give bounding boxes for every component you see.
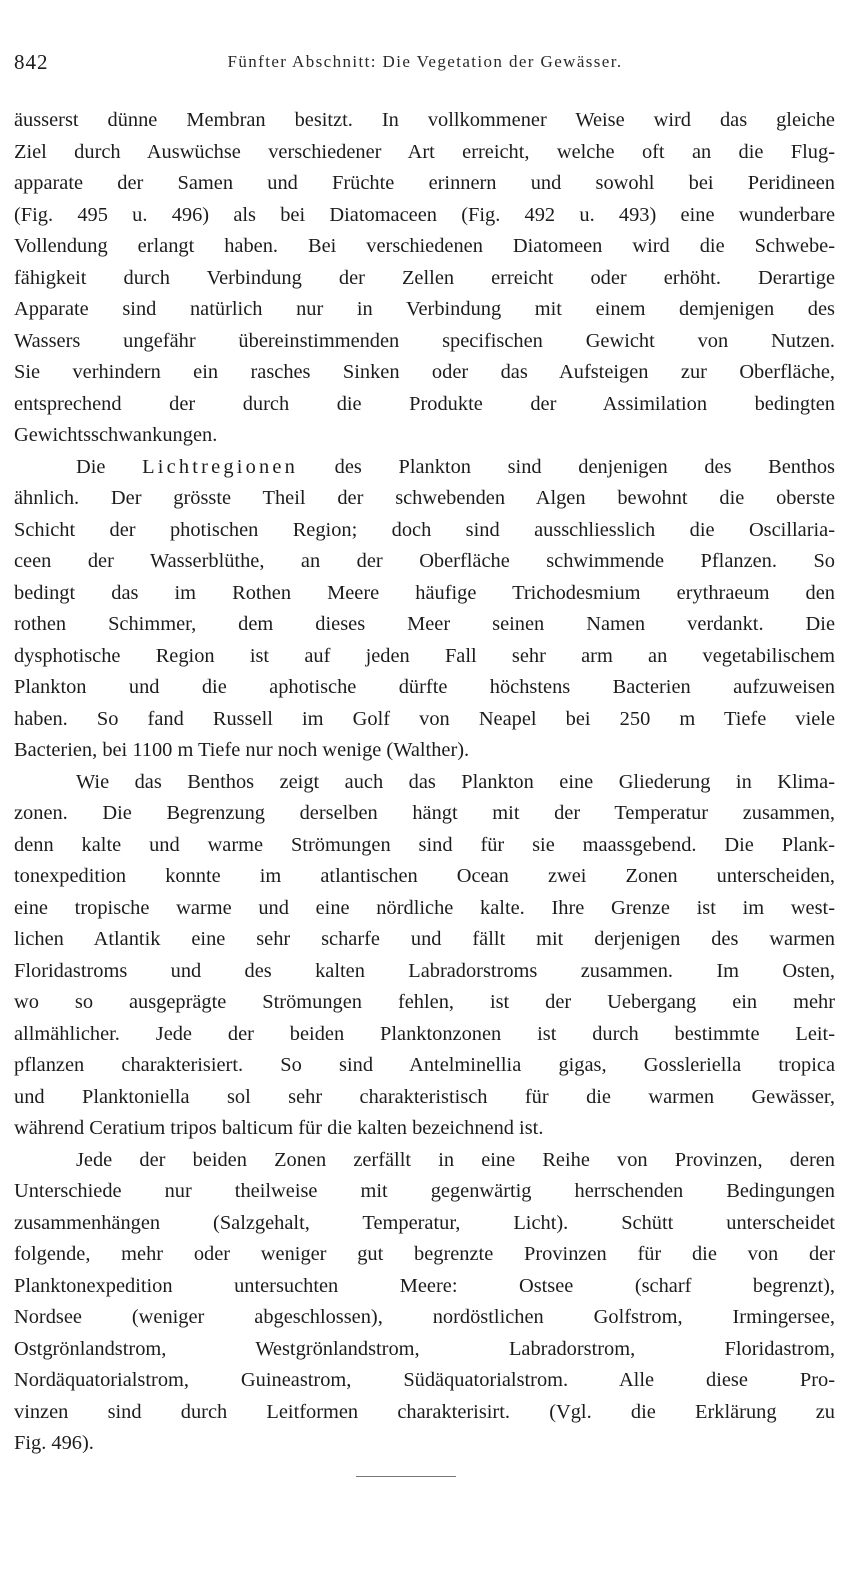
text-run: des Plankton sind denjenigen des Benthos (298, 455, 835, 478)
text-line: Vollendung erlangt haben. Bei verschiedenen Diatomeen wird die Schwebe- (14, 235, 835, 257)
text-line: Ostgrönlandstrom, Westgrönlandstrom, Labradorstrom, Floridastrom, (14, 1337, 835, 1360)
text-line: Plankton und die aphotische dürfte höchstens Bacterien aufzuweisen (14, 676, 835, 698)
paragraph (14, 767, 835, 1145)
text-line: rothen Schimmer, dem dieses Meer seinen Namen verdankt. Die (14, 613, 835, 635)
spaced-term: Lichtregionen (142, 455, 299, 478)
text-line: pflanzen charakterisiert. So sind Antelminellia gigas, Gossleriella tropica (14, 1054, 835, 1076)
text-line: ceen der Wasserblüthe, an der Oberfläche schwimmende Pflanzen. So (14, 550, 835, 572)
text-line: Nordsee (weniger abgeschlossen), nordöstlichen Golfstrom, Irmingersee, (14, 1306, 835, 1328)
text-line: Planktonexpedition untersuchten Meere: Ostsee (scharf begrenzt), (14, 1274, 835, 1297)
text-line: lichen Atlantik eine sehr scharfe und fällt mit derjenigen des warmen (14, 928, 835, 950)
paragraph (14, 105, 835, 452)
running-head: Fünfter Abschnitt: Die Vegetation der Gewässer. (227, 52, 623, 71)
body-text (14, 105, 835, 1460)
text-line: wo so ausgeprägte Strömungen fehlen, ist der Uebergang ein mehr (14, 991, 835, 1013)
text-line: allmählicher. Jede der beiden Planktonzonen ist durch bestimmte Leit- (14, 1022, 835, 1045)
text-line: Wie das Benthos zeigt auch das Plankton eine Gliederung in Klima- (76, 770, 835, 793)
text-line: Nordäquatorialstrom, Guineastrom, Südäquatorialstrom. Alle diese Pro- (14, 1369, 835, 1391)
text-line: vinzen sind durch Leitformen charakterisirt. (Vgl. die Erklärung zu (14, 1400, 835, 1423)
text-line: zonen. Die Begrenzung derselben hängt mit der Temperatur zusammen, (14, 802, 835, 824)
text-line: Fig. 496). (14, 1432, 94, 1454)
text-line: haben. So fand Russell im Golf von Neapel bei 250 m Tiefe viele (14, 707, 835, 730)
text-line: entsprechend der durch die Produkte der Assimilation bedingten (14, 392, 835, 415)
text-line: denn kalte und warme Strömungen sind für sie maassgebend. Die Plank- (14, 833, 835, 856)
text-line: folgende, mehr oder weniger gut begrenzte Provinzen für die von der (14, 1243, 835, 1265)
paragraph (14, 1145, 835, 1460)
text-line: Sie verhindern ein rasches Sinken oder das Aufsteigen zur Oberfläche, (14, 361, 835, 383)
page-header (14, 50, 836, 80)
text-line (14, 452, 835, 484)
text-line: Apparate sind natürlich nur in Verbindung mit einem demjenigen des (14, 298, 835, 320)
page-number: 842 (14, 50, 49, 74)
text-line: fähigkeit durch Verbindung der Zellen erreicht oder erhöht. Derartige (14, 266, 835, 289)
text-line: Bacterien, bei 1100 m Tiefe nur noch wenige (Walther). (14, 739, 470, 761)
text-line: Wassers ungefähr übereinstimmenden specifischen Gewicht von Nutzen. (14, 329, 835, 352)
end-rule (356, 1476, 456, 1477)
text-line: zusammenhängen (Salzgehalt, Temperatur, Licht). Schütt unterscheidet (14, 1211, 835, 1234)
text-line: tonexpedition konnte im atlantischen Ocean zwei Zonen unterscheiden, (14, 865, 835, 887)
text-line: Gewichtsschwankungen. (14, 424, 218, 446)
paragraph (14, 452, 835, 767)
text-line: Jede der beiden Zonen zerfällt in eine Reihe von Provinzen, deren (76, 1148, 835, 1171)
text-line: ähnlich. Der grösste Theil der schwebenden Algen bewohnt die oberste (14, 487, 835, 509)
text-line: während Ceratium tripos balticum für die kalten bezeichnend ist. (14, 1117, 544, 1139)
text-line: Unterschiede nur theilweise mit gegenwärtig herrschenden Bedingungen (14, 1180, 835, 1202)
text-line: eine tropische warme und eine nördliche kalte. Ihre Grenze ist im west- (14, 896, 835, 919)
text-line: bedingt das im Rothen Meere häufige Trichodesmium erythraeum den (14, 581, 835, 604)
text-line: Floridastroms und des kalten Labradorstroms zusammen. Im Osten, (14, 959, 835, 982)
text-line: Schicht der photischen Region; doch sind ausschliesslich die Oscillaria- (14, 518, 835, 541)
text-line: und Planktoniella sol sehr charakteristisch für die warmen Gewässer, (14, 1085, 835, 1108)
text-line: äusserst dünne Membran besitzt. In vollkommener Weise wird das gleiche (14, 109, 835, 131)
text-line: Ziel durch Auswüchse verschiedener Art erreicht, welche oft an die Flug- (14, 140, 835, 163)
text-line: apparate der Samen und Früchte erinnern und sowohl bei Peridineen (14, 172, 835, 194)
text-line: dysphotische Region ist auf jeden Fall sehr arm an vegetabilischem (14, 644, 835, 667)
text-run: Die (76, 455, 143, 478)
text-line: (Fig. 495 u. 496) als bei Diatomaceen (Fig. 492 u. 493) eine wunderbare (14, 203, 835, 226)
